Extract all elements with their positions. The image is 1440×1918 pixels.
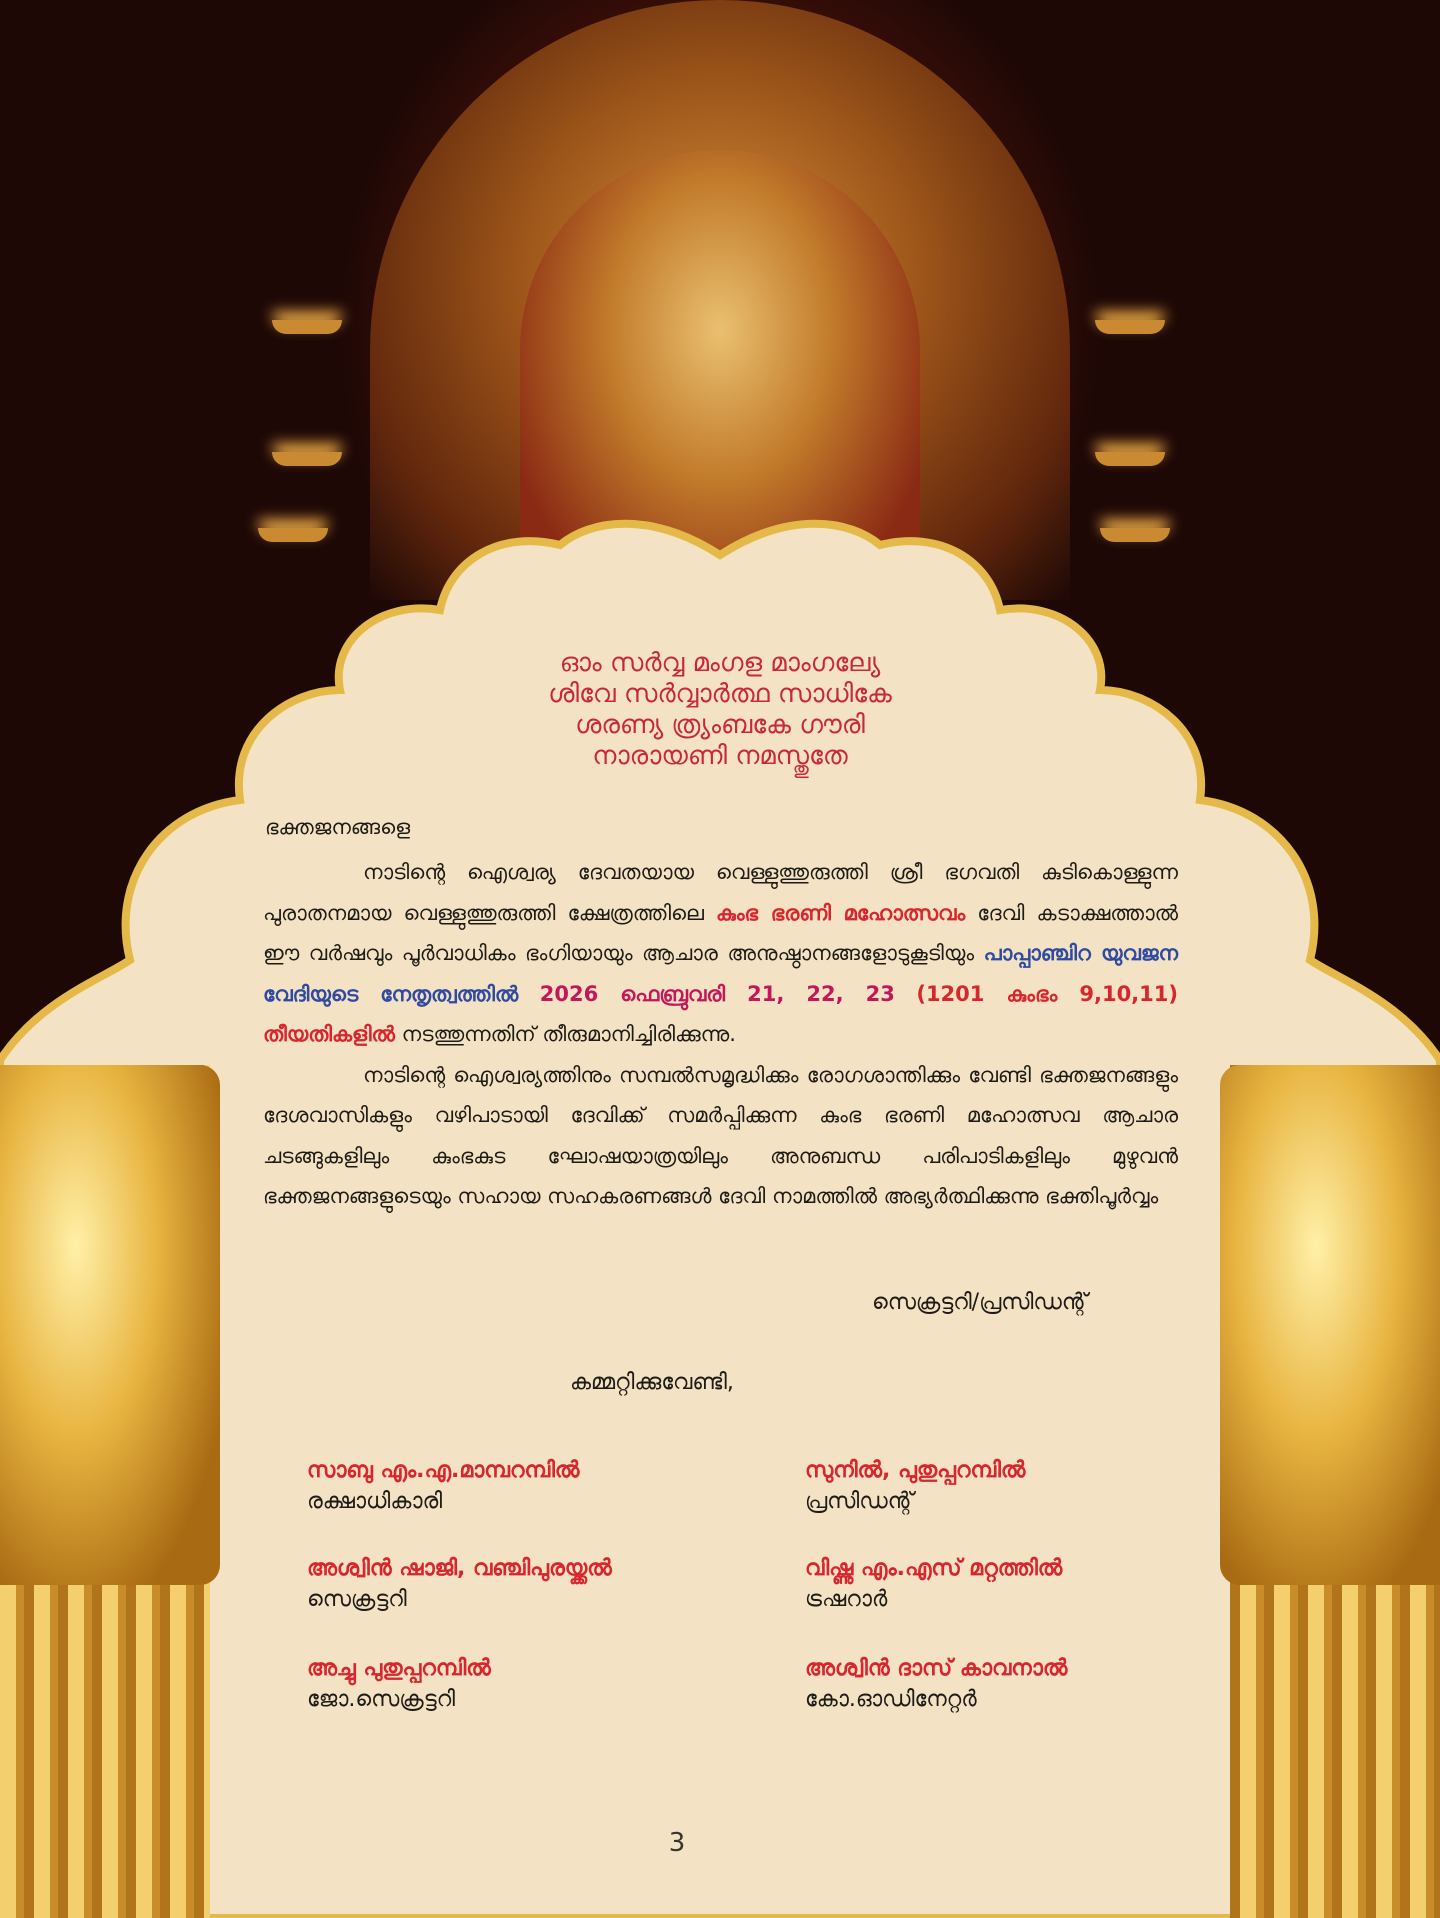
page-number: 3 — [668, 1828, 686, 1858]
member-role: രക്ഷാധികാരി — [307, 1489, 443, 1514]
member-role: സെക്രട്ടറി — [307, 1587, 407, 1612]
paragraph-2: നാടിന്റെ ഐശ്വര്യത്തിനും സമ്പൽസമൃദ്ധിക്കും രോഗശാന്തിക്കും വേണ്ടി ഭക്തജനങ്ങളും ദേശവാസികളും വഴിപാടായി ദേവിക്ക് സമർപ്പിക്കുന്ന കുംഭ ഭരണി മഹോത്സവ ആചാര ചടങ്ങുകളിലും കുംഭകുട ഘോഷയാത്രയിലും അനുബന്ധ പരിപാടികളിലും മുഴുവൻ ഭക്തജനങ്ങളുടെയും സഹായ സഹകരണങ്ങൾ ദേവി നാമത്തിൽ അഭ്യർത്ഥിക്കുന്നു ഭക്തിപൂർവ്വം — [263, 1062, 1178, 1208]
text: ദേവി കടാക്ഷത്താൽ ഈ വർഷവും പൂർവാധികം ഭംഗിയായും ആചാര അനുഷ്ഠാനങ്ങളോടുകൂടിയും — [263, 900, 1178, 965]
festival-dates: 2026 ഫെബ്രുവരി 21, 22, 23 — [539, 981, 895, 1006]
member-role: ജോ.സെക്രട്ടറി — [307, 1687, 456, 1712]
member-entry — [307, 1656, 727, 1712]
greeting: ഭക്തജനങ്ങളെ — [265, 815, 411, 839]
text: നാടിന്റെ ഐശ്വര്യ ദേവതയായ വെള്ളുത്തുരുത്തി ശ്രീ ഭഗവതി കുടികൊള്ളുന്ന പുരാതനമായ വെള്ളുത്തുരുത്തി ക്ഷേത്രത്തിലെ — [263, 860, 1178, 925]
member-name: അച്ചു പുതുപ്പറമ്പിൽ — [307, 1656, 491, 1681]
member-role: കോ.ഓഡിനേറ്റർ — [805, 1687, 977, 1712]
paragraph-1 — [263, 852, 1178, 1055]
member-entry — [307, 1556, 727, 1612]
member-name: വിഷ്ണു എം.എസ് മറ്റത്തിൽ — [805, 1556, 1063, 1581]
text: നടത്തുന്നതിന് തീരുമാനിച്ചിരിക്കുന്നു. — [394, 1022, 736, 1046]
mantra-line: നാരായണി നമസ്തുതേ — [592, 741, 848, 771]
letter-body — [263, 852, 1178, 1217]
text — [518, 982, 539, 1006]
member-entry — [805, 1458, 1225, 1514]
festival-name: കുംഭ ഭരണി മഹോത്സവം — [716, 900, 966, 925]
member-role: ട്രഷറാർ — [805, 1587, 888, 1612]
mantra-line: ഓം സർവ്വ മംഗള മാംഗല്യേ — [559, 648, 881, 678]
member-role: പ്രസിഡന്റ് — [805, 1489, 914, 1514]
golden-pillar-left — [0, 1065, 210, 1918]
mantra-line: ശരണ്യ ത്ര്യംബകേ ഗൗരി — [575, 710, 865, 740]
organizer-name: പാപ്പാഞ്ചിറ യുവജന വേദിയുടെ നേതൃത്വത്തിൽ — [263, 941, 1178, 1006]
signature-title: സെക്രട്ടറി/പ്രസിഡന്റ് — [872, 1290, 1088, 1315]
member-name: സുനിൽ, പുതുപ്പറമ്പിൽ — [805, 1458, 1026, 1483]
text — [895, 982, 916, 1006]
festival-dates-malayalam: (1201 കുംഭം 9,10,11) തീയതികളിൽ — [263, 981, 1178, 1046]
member-name: അശ്വിൻ ദാസ് കാവനാൽ — [805, 1656, 1068, 1681]
member-entry — [805, 1556, 1225, 1612]
member-name: അശ്വിൻ ഷാജി, വഞ്ചിപുരയ്ക്കൽ — [307, 1556, 612, 1581]
golden-pillar-right — [1230, 1065, 1440, 1918]
mantra-line: ശിവേ സർവ്വാർത്ഥ സാധികേ — [548, 679, 892, 709]
member-entry — [307, 1458, 727, 1514]
committee-label: കമ്മറ്റിക്കുവേണ്ടി, — [570, 1370, 734, 1395]
member-entry — [805, 1656, 1225, 1712]
mantra-verse — [0, 648, 1440, 772]
member-name: സാബു എം.എ.മാമ്പറമ്പിൽ — [307, 1458, 580, 1483]
